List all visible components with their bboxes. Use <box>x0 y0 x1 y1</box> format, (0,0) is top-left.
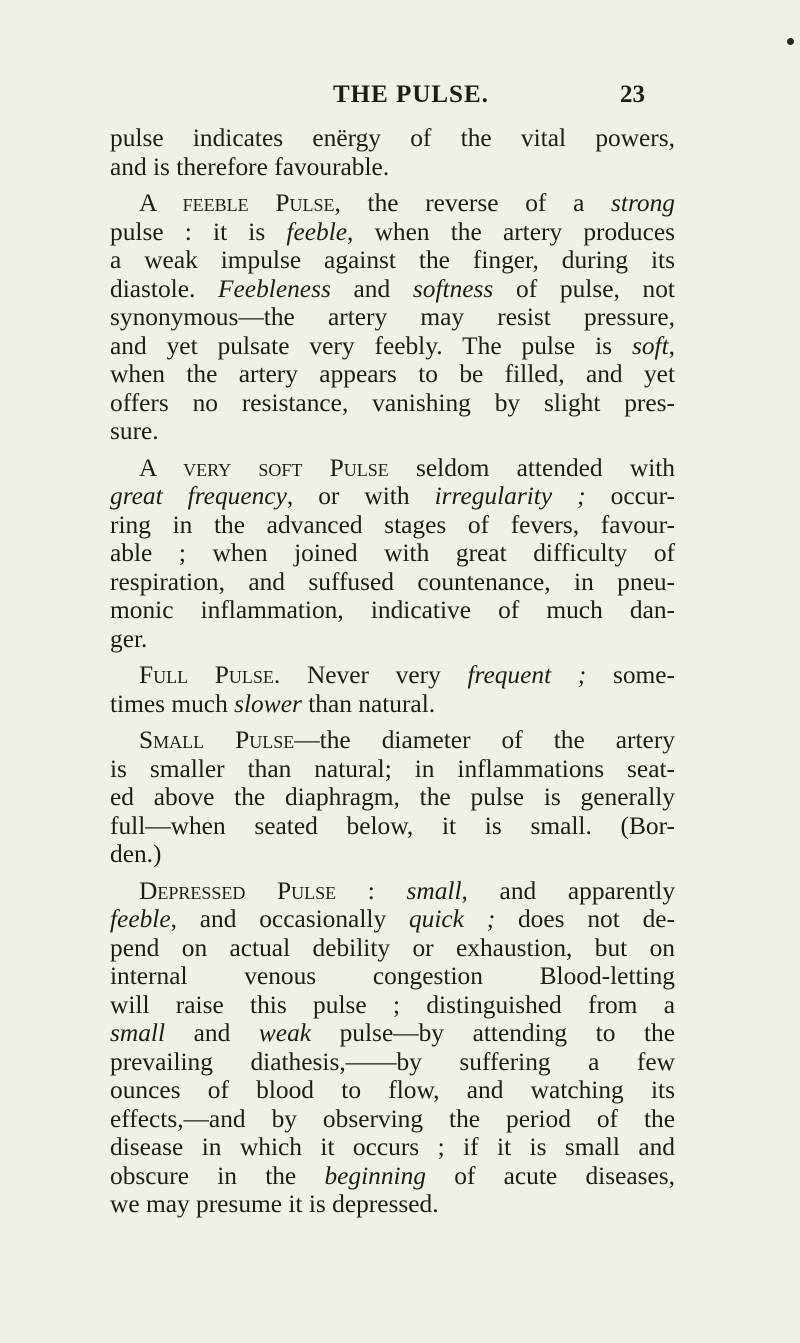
text-line <box>110 454 675 483</box>
text-segment: , the reverse of a <box>334 189 612 217</box>
text-segment: ounces of blood to flow, and watching its <box>110 1076 675 1104</box>
text-segment: sure. <box>110 417 159 445</box>
ink-speck <box>787 38 794 45</box>
text-line <box>110 389 675 418</box>
text-segment: pend on actual debility or exhaustion, but on <box>110 933 675 962</box>
text-segment: of acute diseases, <box>426 1161 675 1190</box>
text-segment: den.) <box>110 840 162 868</box>
text-line <box>110 812 675 841</box>
text-line <box>110 153 675 182</box>
text-line <box>110 1162 675 1191</box>
italic-text: soft <box>631 331 669 360</box>
text-segment: . Never very <box>273 661 468 689</box>
text-segment: , <box>668 331 675 360</box>
text-segment: when the artery appears to be filled, and yet <box>110 360 675 388</box>
text-line <box>110 360 675 389</box>
small-caps-heading: A <box>139 189 183 217</box>
text-segment: pulse—by attending to the <box>311 1019 675 1047</box>
text-segment: pulse indicates enërgy of the vital powers, <box>110 124 675 152</box>
text-segment: obscure in the <box>110 1161 325 1190</box>
italic-text: frequent ; <box>467 661 587 689</box>
paragraph-gap <box>110 718 675 726</box>
text-line <box>110 417 675 446</box>
text-line <box>110 1133 675 1162</box>
text-segment: : <box>336 876 407 905</box>
text-line <box>110 568 675 597</box>
text-line <box>110 482 675 511</box>
text-segment: , or with <box>286 482 435 510</box>
paragraph <box>110 189 675 446</box>
text-segment: we may presume it is depressed. <box>110 1190 439 1218</box>
page-number: 23 <box>620 81 645 108</box>
text-segment: occur- <box>585 482 675 510</box>
text-segment: and is therefore favourable. <box>110 152 390 181</box>
text-line <box>110 124 675 153</box>
small-caps-heading: Full Pulse <box>139 661 274 689</box>
text-line <box>110 783 675 812</box>
running-title: THE PULSE. <box>333 81 489 108</box>
italic-text: feeble <box>286 217 348 246</box>
text-segment: offers no resistance, vanishing by slight pres- <box>110 388 675 417</box>
text-segment: disease in which it occurs ; if it is small and <box>110 1133 675 1161</box>
paragraph <box>110 877 675 1219</box>
text-line <box>110 690 675 719</box>
text-line <box>110 726 675 755</box>
text-line <box>110 596 675 625</box>
italic-text: irregularity ; <box>434 482 586 510</box>
text-line <box>110 189 675 218</box>
text-segment: diastole. <box>110 274 219 303</box>
paragraph-gap <box>110 181 675 189</box>
paragraph <box>110 661 675 718</box>
text-segment: will raise this pulse ; distinguished from a <box>110 990 675 1019</box>
small-caps-heading: A very soft Pulse <box>139 453 389 482</box>
italic-text: strong <box>611 189 675 217</box>
italic-text: quick ; <box>408 905 496 933</box>
italic-text: small <box>406 876 462 905</box>
text-segment: synonymous—the artery may resist pressure, <box>110 303 675 331</box>
text-segment: times much <box>110 689 235 718</box>
text-segment: some- <box>586 661 675 689</box>
text-line <box>110 840 675 869</box>
italic-text: weak <box>258 1019 312 1047</box>
text-segment: and yet pulsate very feebly. The pulse is <box>110 331 632 360</box>
italic-text: slower <box>234 689 302 718</box>
text-segment: and <box>330 274 413 303</box>
text-segment: ger. <box>110 624 148 653</box>
text-segment: effects,—and by observing the period of the <box>110 1104 675 1133</box>
italic-text: softness <box>412 274 494 303</box>
italic-text: small <box>110 1019 166 1047</box>
small-caps-heading: feeble Pulse <box>182 189 335 217</box>
text-segment: , and occasionally <box>170 905 409 933</box>
text-line <box>110 905 675 934</box>
text-segment: ring in the advanced stages of fevers, favour- <box>110 510 675 539</box>
paragraph-gap <box>110 869 675 877</box>
text-line <box>110 934 675 963</box>
italic-text: great frequency <box>110 482 287 510</box>
text-segment: of pulse, not <box>493 274 675 303</box>
text-segment: seldom attended with <box>388 453 675 482</box>
page-header <box>0 78 800 112</box>
paragraph-gap <box>110 653 675 661</box>
text-line <box>110 625 675 654</box>
text-line <box>110 511 675 540</box>
text-line <box>110 332 675 361</box>
small-caps-heading: Small Pulse <box>139 726 295 754</box>
text-line <box>110 1105 675 1134</box>
small-caps-heading: Depressed Pulse <box>139 876 337 905</box>
text-segment: does not de- <box>495 905 675 933</box>
text-line <box>110 539 675 568</box>
paragraph <box>110 454 675 654</box>
paragraph <box>110 124 675 181</box>
italic-text: feeble <box>110 905 171 933</box>
text-line <box>110 1019 675 1048</box>
text-line <box>110 877 675 906</box>
text-segment: is smaller than natural; in inflammations seat- <box>110 754 675 783</box>
text-line <box>110 1076 675 1105</box>
text-segment: and <box>165 1019 259 1047</box>
text-segment: pulse : it is <box>110 217 287 246</box>
text-segment: full—when seated below, it is small. (Bor- <box>110 811 675 840</box>
text-segment: than natural. <box>301 689 436 718</box>
text-segment: internal venous congestion Blood-letting <box>110 962 675 990</box>
text-line <box>110 991 675 1020</box>
italic-text: beginning <box>324 1161 427 1190</box>
text-segment: respiration, and suffused countenance, in pneu- <box>110 567 675 596</box>
text-line <box>110 246 675 275</box>
text-line <box>110 275 675 304</box>
paragraph <box>110 726 675 869</box>
text-line <box>110 218 675 247</box>
paragraph-gap <box>110 446 675 454</box>
body-text <box>110 124 675 1219</box>
text-line <box>110 661 675 690</box>
italic-text: Feebleness <box>218 274 331 303</box>
text-line <box>110 755 675 784</box>
text-line <box>110 1048 675 1077</box>
text-segment: , when the artery produces <box>347 217 675 246</box>
text-segment: , and apparently <box>461 876 676 905</box>
text-segment: —the diameter of the artery <box>294 726 675 754</box>
text-line <box>110 303 675 332</box>
text-line <box>110 962 675 991</box>
text-segment: monic inflammation, indicative of much dan- <box>110 596 675 624</box>
text-segment: ed above the diaphragm, the pulse is generally <box>110 783 675 811</box>
text-segment: able ; when joined with great difficulty of <box>110 539 675 567</box>
text-line <box>110 1190 675 1219</box>
text-segment: a weak impulse against the finger, during its <box>110 246 675 274</box>
text-segment: prevailing diathesis,——by suffering a few <box>110 1047 675 1076</box>
